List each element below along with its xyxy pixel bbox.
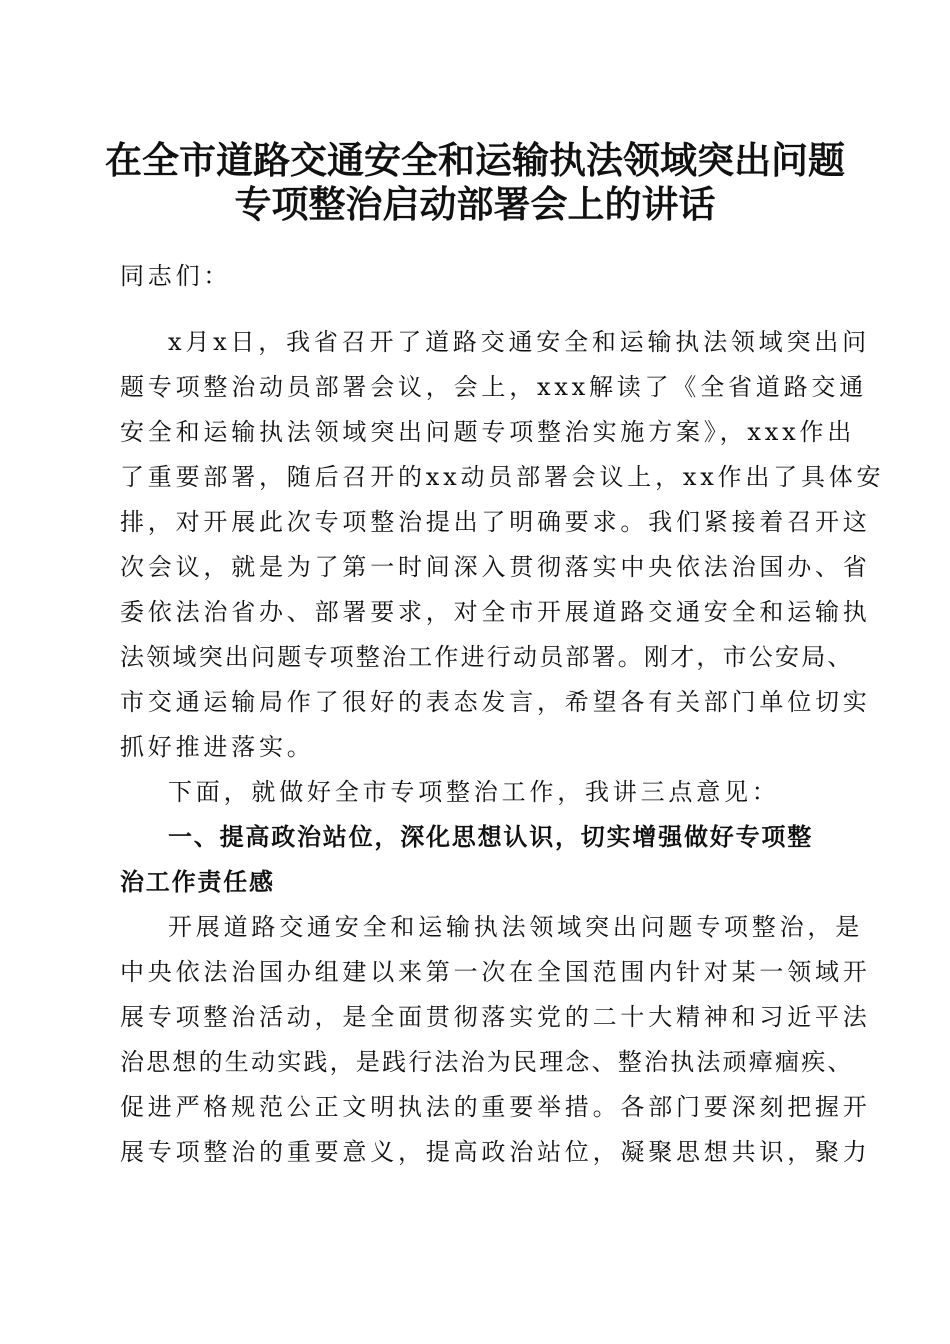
- paragraph-line: 法领域突出问题专项整治工作进行动员部署。刚才，市公安局、: [120, 643, 854, 671]
- paragraph-line: 下面，就做好全市专项整治工作，我讲三点意见：: [168, 778, 780, 806]
- heading-line: 一、提高政治站位，深化思想认识，切实增强做好专项整: [168, 823, 813, 851]
- salutation: 同志们：: [120, 262, 232, 290]
- paragraph-line: x月x日，我省召开了道路交通安全和运输执法领域突出问: [168, 328, 870, 356]
- paragraph-line: 治思想的生动实践，是践行法治为民理念、整治执法顽瘴痼疾、: [120, 1048, 854, 1076]
- document-title-line-1: 在全市道路交通安全和运输执法领域突出问题: [105, 138, 845, 182]
- paragraph-line: 题专项整治动员部署会议，会上，xxx解读了《全省道路交通: [120, 373, 868, 401]
- paragraph-line: 次会议，就是为了第一时间深入贯彻落实中央依法治国办、省: [120, 553, 871, 581]
- paragraph-line: 委依法治省办、部署要求，对全市开展道路交通安全和运输执: [120, 598, 871, 626]
- paragraph-line: 了重要部署，随后召开的xx动员部署会议上，xx作出了具体安: [120, 463, 885, 491]
- paragraph-line: 市交通运输局作了很好的表态发言，希望各有关部门单位切实: [120, 688, 871, 716]
- heading-line: 治工作责任感: [120, 868, 275, 896]
- paragraph-line: 开展道路交通安全和运输执法领域突出问题专项整治，是: [168, 913, 863, 941]
- paragraph-line: 展专项整治的重要意义，提高政治站位，凝聚思想共识，聚力: [120, 1138, 871, 1166]
- document-title-line-2: 专项整治启动部署会上的讲话: [234, 182, 716, 226]
- paragraph-line: 促进严格规范公正文明执法的重要举措。各部门要深刻把握开: [120, 1093, 871, 1121]
- paragraph-line: 中央依法治国办组建以来第一次在全国范围内针对某一领域开: [120, 958, 871, 986]
- paragraph-line: 展专项整治活动，是全面贯彻落实党的二十大精神和习近平法: [120, 1003, 871, 1031]
- paragraph-line: 排，对开展此次专项整治提出了明确要求。我们紧接着召开这: [120, 508, 871, 536]
- paragraph-line: 抓好推进落实。: [120, 733, 315, 761]
- paragraph-line: 安全和运输执法领域突出问题专项整治实施方案》，xxx作出: [120, 418, 856, 446]
